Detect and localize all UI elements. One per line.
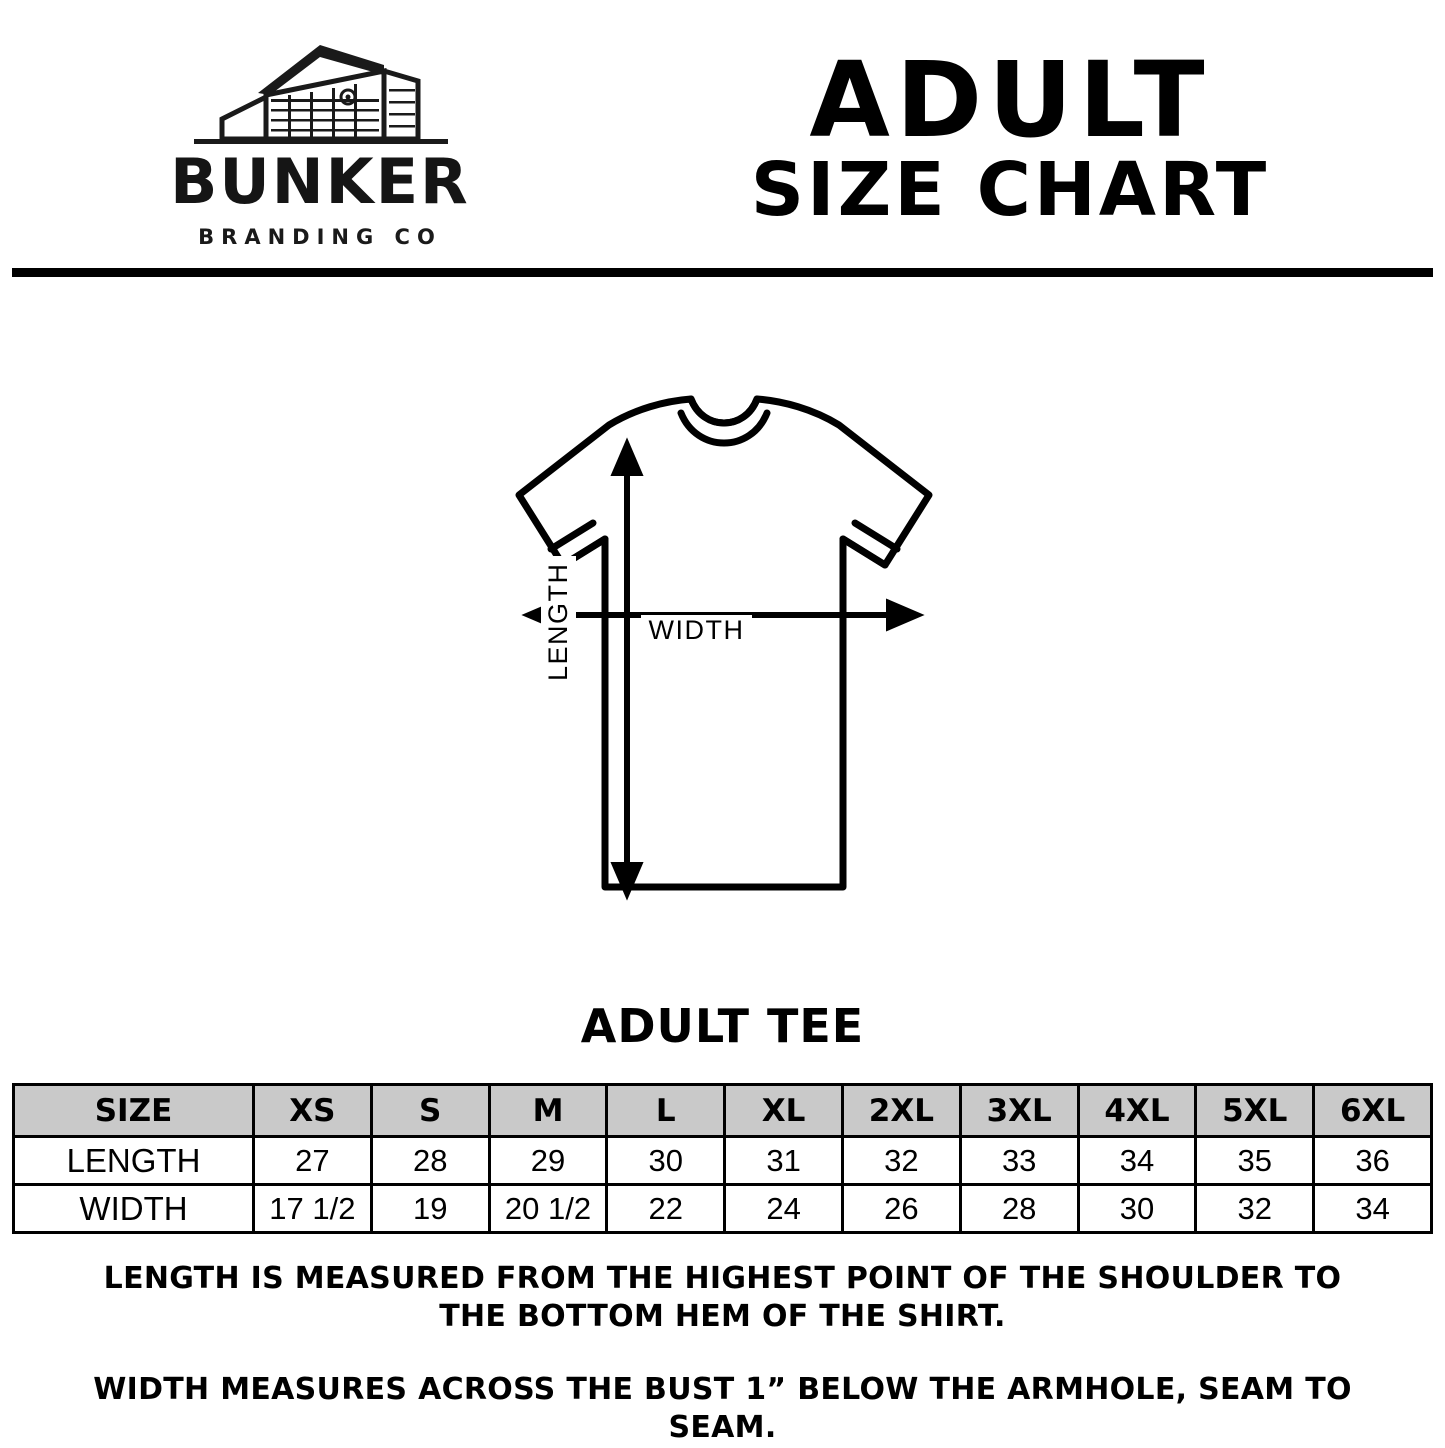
- table-row: [14, 1137, 1432, 1185]
- note-length-line-1: LENGTH IS MEASURED FROM THE HIGHEST POINT OF THE SHOULDER TO: [103, 1261, 1342, 1296]
- table-cell: 35: [1196, 1137, 1314, 1185]
- table-header-cell: M: [489, 1085, 607, 1137]
- table-cell: 30: [607, 1137, 725, 1185]
- table-cell: 34: [1314, 1185, 1432, 1233]
- table-cell: 24: [725, 1185, 843, 1233]
- table-header-cell: SIZE: [14, 1085, 254, 1137]
- table-cell: 19: [371, 1185, 489, 1233]
- table-cell: 22: [607, 1185, 725, 1233]
- table-header-cell: L: [607, 1085, 725, 1137]
- table-header-cell: 6XL: [1314, 1085, 1432, 1137]
- table-cell: 31: [725, 1137, 843, 1185]
- table-header-cell: 4XL: [1078, 1085, 1196, 1137]
- table-cell: 26: [842, 1185, 960, 1233]
- table-cell: 36: [1314, 1137, 1432, 1185]
- page-header: [0, 0, 1445, 262]
- note-width: WIDTH MEASURES ACROSS THE BUST 1” BELOW THE ARMHOLE, SEAM TO SEAM.: [93, 1371, 1352, 1446]
- table-header-cell: XS: [254, 1085, 372, 1137]
- brand-tagline: BRANDING CO: [198, 225, 442, 249]
- footer-notes: [0, 1260, 1445, 1448]
- table-header-cell: 5XL: [1196, 1085, 1314, 1137]
- table-cell: 34: [1078, 1137, 1196, 1185]
- title-main: ADULT: [809, 38, 1211, 161]
- width-dimension-label: WIDTH: [641, 615, 753, 646]
- table-row: [14, 1185, 1432, 1233]
- t-shirt-outline-icon: [373, 387, 1073, 987]
- table-header-cell: XL: [725, 1085, 843, 1137]
- size-table-container: [0, 1083, 1445, 1234]
- page-title: [645, 38, 1405, 234]
- table-cell: 28: [960, 1185, 1078, 1233]
- brand-logo: [40, 29, 600, 249]
- table-cell: 29: [489, 1137, 607, 1185]
- notes-spacer: [40, 1337, 1405, 1371]
- table-cell: 20 1/2: [489, 1185, 607, 1233]
- table-cell: 28: [371, 1137, 489, 1185]
- table-cell: 33: [960, 1137, 1078, 1185]
- measurement-diagram: [0, 277, 1445, 1077]
- length-dimension-label: LENGTH: [541, 556, 576, 687]
- barn-building-icon: [170, 35, 470, 147]
- table-header-cell: 3XL: [960, 1085, 1078, 1137]
- table-cell: 17 1/2: [254, 1185, 372, 1233]
- row-label-width: WIDTH: [14, 1185, 254, 1233]
- table-cell: 30: [1078, 1185, 1196, 1233]
- table-cell: 32: [1196, 1185, 1314, 1233]
- table-header-cell: 2XL: [842, 1085, 960, 1137]
- size-table: [12, 1083, 1433, 1234]
- header-divider: [12, 268, 1433, 277]
- table-header-row: [14, 1085, 1432, 1137]
- garment-type-label: ADULT TEE: [580, 999, 865, 1053]
- row-label-length: LENGTH: [14, 1137, 254, 1185]
- table-cell: 27: [254, 1137, 372, 1185]
- table-cell: 32: [842, 1137, 960, 1185]
- title-sub: SIZE CHART: [750, 147, 1270, 234]
- note-length-line-2: THE BOTTOM HEM OF THE SHIRT.: [439, 1299, 1006, 1335]
- table-header-cell: S: [371, 1085, 489, 1137]
- brand-name: BUNKER: [170, 145, 470, 218]
